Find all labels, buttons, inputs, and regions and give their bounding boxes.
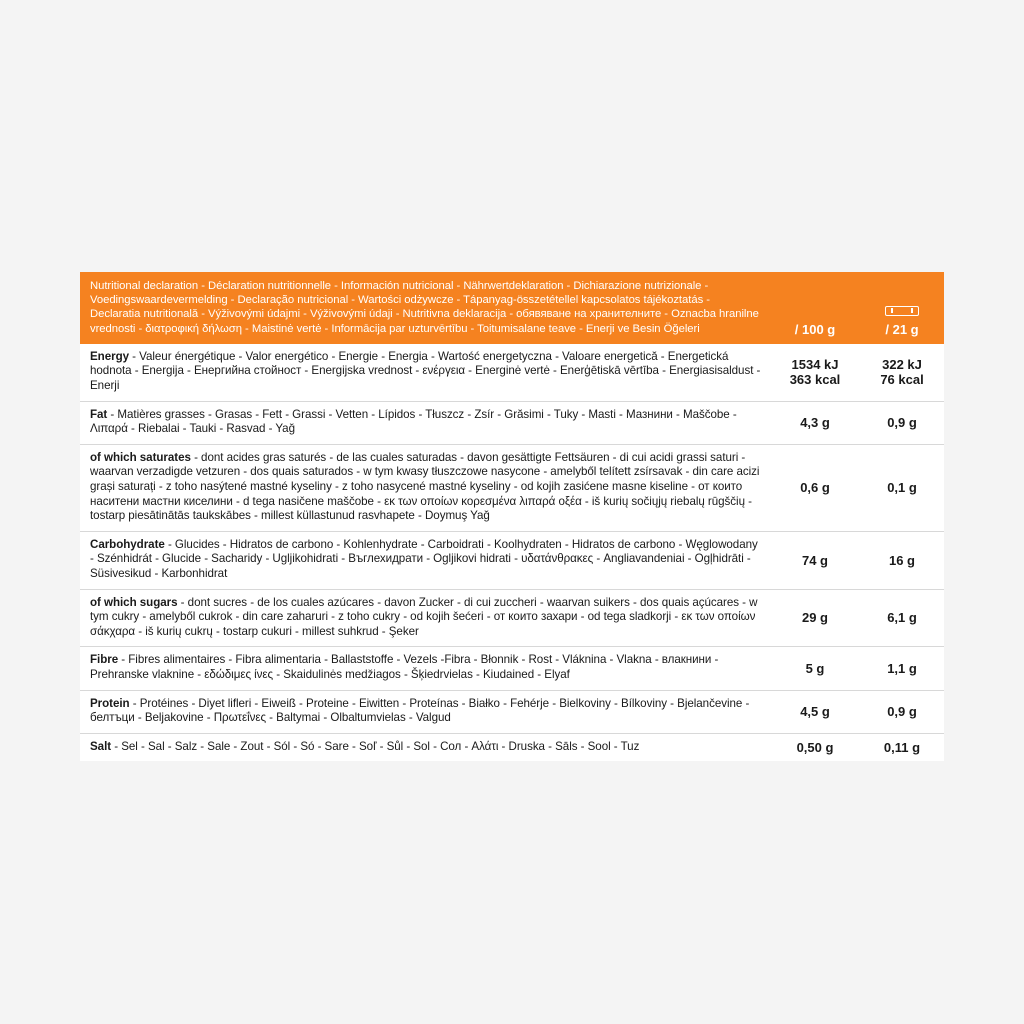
value-per-100g (770, 402, 860, 444)
header-language-list: Nutritional declaration - Déclaration nutritionnelle - Información nutricional - Nährwertdeklaration - Dichiarazione nutrizionale - Voedingswaardevermelding - Declaração nutricional - Wartości odżywcze - Tápanyag-összetétellel kapcsolatos tájékoztatás - Declaratia nutritională - Výživovými údajmi - Výživovými údaji - Nutritivna deklaracija - обявяване на хранителните - Oznaсba hranilne vrednosti - διατροφική δήλωση - Maistinė vertė - Informācija par uzturvērtību - Toitumisalane teave - Enerji ve Besin Öğeleri (90, 280, 759, 335)
value-per-21g (860, 590, 944, 647)
nutrient-translations: - Protéines - Diyet lifleri - Eiweiß - Proteine - Eiwitten - Proteínas - Białko - Fehérje - Bielkoviny - Bílkoviny - Bjelančevine - белтъци - Beljakovine - Πρωτεΐνες - Baltymai - Olbaltumvielas - Valgud (90, 696, 750, 725)
value-per-100g (770, 647, 860, 689)
nutrient-translations: - Glucides - Hidratos de carbono - Kohlenhydrate - Carboidrati - Koolhydraten - Hidratos de carbono - Węglowodany - Szénhidrát - Glucide - Sacharidy - Ugljikohidrati - Въглехидрати - Ogljikovi hidrati - υδατάνθρακες - Angliavandeniai - Ogļhidrāti - Süsivesikud - Karbonhidrat (90, 537, 758, 580)
value-per-21g (860, 532, 944, 589)
nutrient-name: Fat (90, 407, 108, 421)
nutrition-declaration-panel (80, 272, 944, 761)
nutrient-name: of which saturates (90, 450, 191, 464)
value-line: 76 kcal (880, 372, 924, 388)
nutrient-label (80, 691, 770, 733)
value-per-100g (770, 691, 860, 733)
nutrient-name: Energy (90, 349, 130, 363)
energy-bar-icon (885, 306, 919, 316)
value-line: 4,5 g (800, 704, 830, 720)
value-line: 322 kJ (882, 357, 922, 373)
nutrient-label (80, 402, 770, 444)
header-column-per-21g (860, 272, 944, 344)
value-line: 1534 kJ (791, 357, 839, 373)
table-row (80, 445, 944, 532)
table-row (80, 647, 944, 690)
table-row (80, 532, 944, 590)
value-line: 29 g (801, 610, 828, 626)
table-row (80, 734, 944, 762)
nutrient-translations: - Sel - Sal - Salz - Sale - Zout - Sól - Só - Sare - Soľ - Sůl - Sol - Сол - Αλάτι - Druska - Sāls - Sool - Tuz (111, 739, 640, 753)
value-per-21g (860, 344, 944, 401)
value-line: 0,11 g (883, 739, 921, 755)
value-per-100g (770, 532, 860, 589)
value-line: 363 kcal (789, 372, 841, 388)
value-line: 0,1 g (887, 480, 917, 496)
value-line: 16 g (888, 552, 915, 568)
value-per-21g (860, 691, 944, 733)
value-per-100g (770, 344, 860, 401)
nutrient-name: Carbohydrate (90, 537, 165, 551)
table-row (80, 691, 944, 734)
header-column-per-100g-label: / 100 g (794, 321, 836, 337)
nutrient-translations: - dont sucres - de los cuales azúcares - davon Zucker - di cui zuccheri - waarvan suikers - dos quais açúcares - w tym cukry - amelyből cukrok - din care zaharuri - z toho cukry - od kojih šećeri - от които захари - od tega sladkorji - εκ των οποίων σάκχαρα - iš kurių cukrų - tostarp cukuri - millest suhkrud - Şeker (90, 595, 758, 638)
value-line: 0,9 g (887, 415, 917, 431)
nutrient-translations: - Valeur énergétique - Valor energético - Energie - Energia - Wartość energetyczna - Valoare energetică - Energetická hodnota - Energija - Енергийна стойност - Energijska vrednost - ενέργεια - Energinė vertė - Enerģētiskā vērtība - Energiasisaldust - Enerji (90, 349, 761, 392)
table-row (80, 590, 944, 648)
table-row (80, 344, 944, 402)
nutrient-label (80, 445, 770, 531)
table-row (80, 402, 944, 445)
value-per-100g (770, 445, 860, 531)
nutrient-name: Protein (90, 696, 130, 710)
nutrient-translations: - dont acides gras saturés - de las cuales saturadas - davon gesättigte Fettsäuren - di cui acidi grassi saturi - waarvan verzadigde vetzuren - dos quais saturados - w tym kwasy tłuszczowe nasycone - amelyből telített zsírsavak - din care acizi grași saturați - z toho nasýtené mastné kyseliny - z toho nasycené mastné kyseliny - od kojih zasićene masne kiseline - от които наситени мастни киселини - d tega nasičene maščobe - εκ των οποίων κορεσμένα λιπαρά οξέα - iš kurių sočiųjų riebalų rūgščių - tostarp piesātinātās taukskābes - millest küllastunud rasvhapete - Doymuş Yağ (90, 450, 760, 523)
nutrient-label (80, 590, 770, 647)
value-line: 0,6 g (800, 480, 830, 496)
nutrient-label (80, 532, 770, 589)
value-per-100g (770, 590, 860, 647)
value-line: 74 g (801, 552, 828, 568)
table-header (80, 272, 944, 344)
nutrient-translations: - Matières grasses - Grasas - Fett - Grassi - Vetten - Lípidos - Tłuszcz - Zsír - Grăsimi - Tuky - Masti - Мазнини - Maščobe - Λιπαρά - Riebalai - Tauki - Rasvad - Yağ (90, 407, 737, 436)
value-per-21g (860, 402, 944, 444)
value-per-21g (860, 734, 944, 762)
value-line: 0,50 g (796, 739, 834, 755)
value-per-21g (860, 445, 944, 531)
nutrient-name: Fibre (90, 653, 119, 667)
header-column-per-100g (770, 272, 860, 344)
header-column-per-21g-label: / 21 g (885, 321, 919, 337)
value-line: 1,1 g (887, 660, 917, 676)
nutrient-label (80, 734, 770, 762)
nutrient-translations: - Fibres alimentaires - Fibra alimentaria - Ballaststoffe - Vezels -Fibra - Błonnik - Rost - Vláknina - Vlakna - влакнини - Prehranske vlaknine - εδώδιμες ίνες - Skaidulinės medžiagos - Šķiedrvielas - Kiudained - Elyaf (90, 653, 719, 681)
nutrient-label (80, 647, 770, 689)
nutrient-name: Salt (90, 739, 112, 753)
value-line: 6,1 g (887, 610, 917, 626)
value-per-100g (770, 734, 860, 762)
nutrient-label (80, 344, 770, 401)
value-per-21g (860, 647, 944, 689)
value-line: 4,3 g (800, 415, 830, 431)
value-line: 0,9 g (887, 704, 917, 720)
nutrition-rows (80, 344, 944, 761)
value-line: 5 g (805, 660, 825, 676)
nutrient-name: of which sugars (90, 595, 178, 609)
